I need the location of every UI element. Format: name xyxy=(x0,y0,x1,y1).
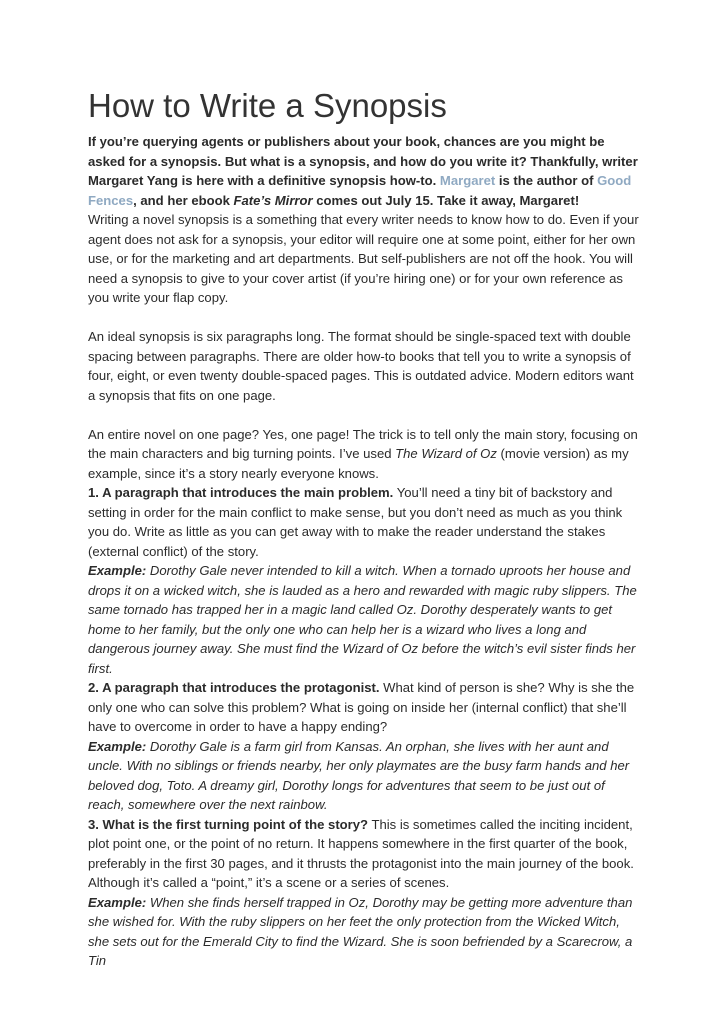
section-3-heading: 3. What is the first turning point of the story? xyxy=(88,816,369,832)
paragraph-3-text-1: An entire novel on one page? Yes, one page! The trick is to tell only the main story, focusing on the main characters and big turning points. I’ve used xyxy=(88,426,638,461)
paragraph-1: Writing a novel synopsis is a something that every writer needs to know how to do. Even if your agent does not ask for a synopsis, your editor will require one at some point, either for her own use, or for the marketing and art departments. But self-publishers are not off the hook. You will need a synopsis to give to your cover artist (if you’re hiring one) or for your own reference as you write your flap copy. xyxy=(88,212,639,305)
section-2-example xyxy=(88,737,643,815)
section-3-paragraph xyxy=(88,815,643,893)
section-2-example-label: Example: xyxy=(88,738,147,754)
article-body xyxy=(88,132,643,971)
book-title: Fate’s Mirror xyxy=(233,192,313,208)
section-3-example-text: When she finds herself trapped in Oz, Dorothy may be getting more adventure than she wished for. With the ruby slippers on her feet the only protection from the Wicked Witch, she sets out for the Emerald City to find the Wizard. She is soon befriended by a Scarecrow, a Tin xyxy=(88,894,633,968)
section-1-example-text: Dorothy Gale never intended to kill a witch. When a tornado uproots her house and drops it on a wicked witch, she is lauded as a hero and rewarded with magic ruby slippers. The same tornado has trapped her in a magic land called Oz. Dorothy desperately wants to get home to her family, but the only one who can help her is a wizard who lives a long and dangerous journey away. She must find the Wizard of Oz before the witch’s evil sister finds her first. xyxy=(88,563,637,676)
section-1-heading: 1. A paragraph that introduces the main problem. xyxy=(88,485,394,500)
section-2-paragraph xyxy=(88,678,643,737)
section-3-example-label: Example: xyxy=(88,894,147,910)
intro-text-1: If you’re querying agents or publishers about your book, chances are you might be asked for a synopsis. But what is a synopsis, and how do you write it? Thankfully, writer Margaret Yang is here with a definitive synopsis how-to. xyxy=(88,134,638,188)
intro-paragraph xyxy=(88,132,643,210)
paragraph-3 xyxy=(88,425,643,484)
intro-text-3: , and her ebook xyxy=(133,192,234,208)
section-2-body: What kind of person is she? Why is she the only one who can solve this problem? What is going on inside her (internal conflict) that she’ll have to overcome in order to have a happy ending? xyxy=(88,680,635,734)
section-1-example xyxy=(88,561,643,678)
section-3-example xyxy=(88,893,643,971)
section-2-heading: 2. A paragraph that introduces the protagonist. xyxy=(88,680,380,695)
section-3-body: This is sometimes called the inciting incident, plot point one, or the point of no return. It happens somewhere in the first quarter of the book, preferably in the first 30 pages, and it thrusts the protagonist into the main journey of the book. Although it’s called a “point,” it’s a scene or a series of scenes. xyxy=(88,816,634,890)
section-2-example-text: Dorothy Gale is a farm girl from Kansas. An orphan, she lives with her aunt and uncle. With no siblings or friends nearby, her only playmates are the busy farm hands and her beloved dog, Toto. A dreamy girl, Dorothy longs for adventures that seem to be just out of reach, somewhere over the next rainbow. xyxy=(88,738,630,812)
paragraph-2: An ideal synopsis is six paragraphs long. The format should be single-spaced text with double spacing between paragraphs. There are older how-to books that tell you to write a synopsis of four, eight, or even twenty double-spaced pages. This is outdated advice. Modern editors want a synopsis that fits on one page. xyxy=(88,329,634,403)
good-fences-link[interactable]: Good Fences xyxy=(88,173,632,208)
intro-text-4: comes out July 15. Take it away, Margaret! xyxy=(312,192,580,208)
intro-text-2: is the author of xyxy=(495,173,598,188)
page-title: How to Write a Synopsis xyxy=(88,87,447,124)
section-1-paragraph xyxy=(88,483,643,561)
section-1-body: You’ll need a tiny bit of backstory and setting in order for the main conflict to make sense, but you don’t need as much as you think you do. Write as little as you can get away with to make the reader understand the stakes (external conflict) of the story. xyxy=(88,485,623,559)
paragraph-3-text-2: (movie version) as my example, since it’s a story nearly everyone knows. xyxy=(88,446,629,481)
film-title: The Wizard of Oz xyxy=(395,446,497,461)
paragraph-gap xyxy=(88,308,643,328)
paragraph-gap xyxy=(88,405,643,425)
section-1-example-label: Example: xyxy=(88,563,147,578)
author-link[interactable]: Margaret xyxy=(439,173,496,188)
